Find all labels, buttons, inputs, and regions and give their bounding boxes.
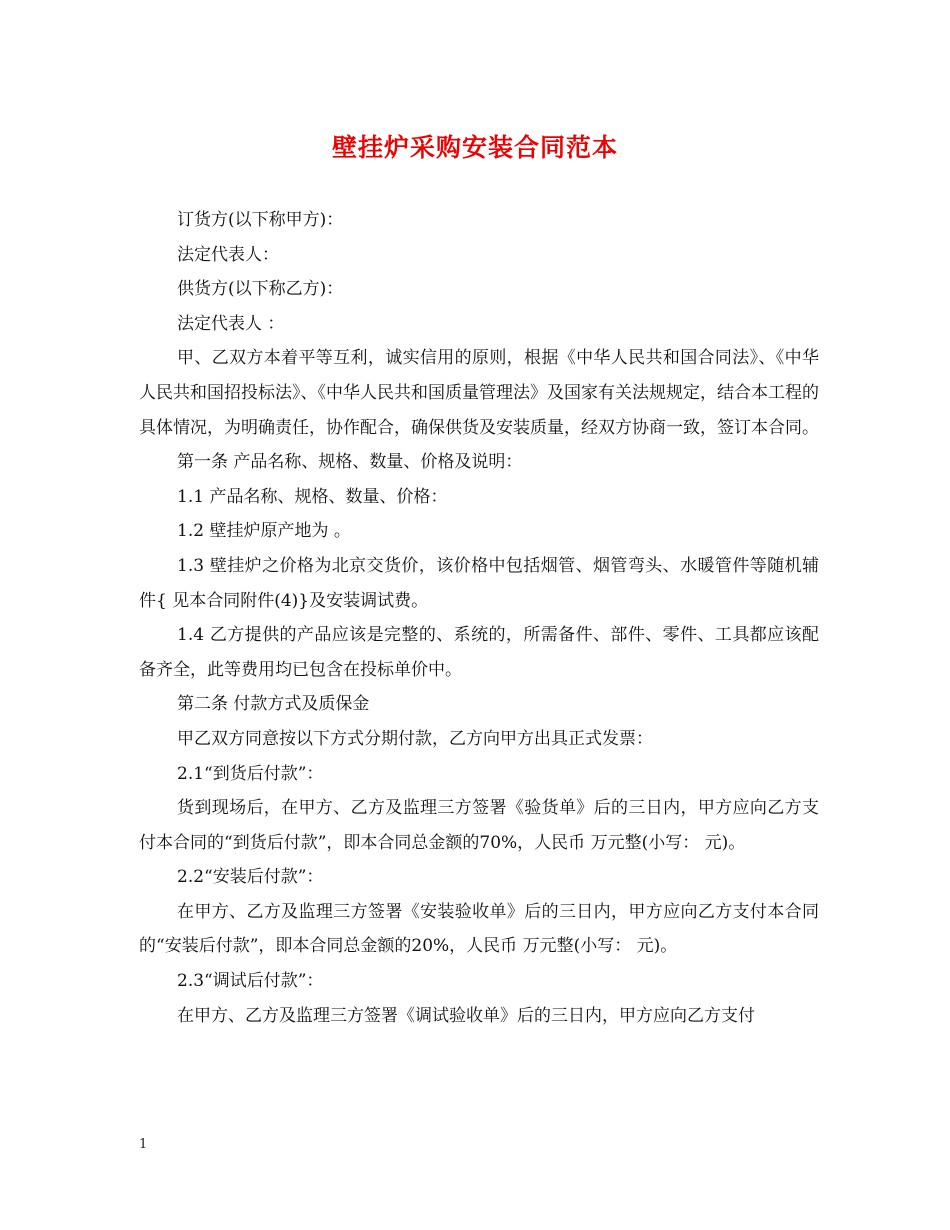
clause-2-1-heading: 2.1“到货后付款”： [177, 763, 324, 784]
clause-1-1: 1.1 产品名称、规格、数量、价格： [177, 486, 448, 507]
party-a-representative-line: 法定代表人： [177, 244, 279, 265]
article-1-heading: 第一条 产品名称、规格、数量、价格及说明： [177, 452, 523, 473]
preamble-paragraph: 甲、乙双方本着平等互利，诚实信用的原则，根据《中华人民共和国合同法》、《中华人民共和国招投标法》、《中华人民共和国质量管理法》及国家有关法规规定，结合本工程的具体情况，为明确责任，协作配合，确保供货及安装质量，经双方协商一致，签订本合同。 [139, 348, 819, 438]
party-b-representative-line: 法定代表人 ： [177, 313, 285, 334]
payment-intro: 甲乙双方同意按以下方式分期付款，乙方向甲方出具正式发票： [177, 728, 653, 749]
clause-2-3-body: 在甲方、乙方及监理三方签署《调试验收单》后的三日内，甲方应向乙方支付 [177, 1005, 755, 1026]
party-a-line: 订货方(以下称甲方)： [177, 210, 344, 230]
clause-1-3: 1.3 壁挂炉之价格为北京交货价，该价格中包括烟管、烟管弯头、水暖管件等随机辅件{ 见本合同附件(4)}及安装调试费。 [139, 555, 819, 611]
page-number: 1 [139, 1137, 148, 1152]
clause-2-2-body: 在甲方、乙方及监理三方签署《安装验收单》后的三日内，甲方应向乙方支付本合同的“安装后付款”，即本合同总金额的20%，人民币 万元整(小写： 元)。 [139, 901, 819, 957]
party-b-line: 供货方(以下称乙方)： [177, 279, 344, 300]
clause-1-4: 1.4 乙方提供的产品应该是完整的、系统的，所需备件、部件、零件、工具都应该配备齐全，此等费用均已包含在投标单价中。 [139, 625, 819, 680]
clause-2-1-body: 货到现场后，在甲方、乙方及监理三方签署《验货单》后的三日内，甲方应向乙方支付本合同的“到货后付款”，即本合同总金额的70%，人民币 万元整(小写： 元)。 [139, 798, 819, 853]
clause-1-2: 1.2 壁挂炉原产地为 。 [177, 521, 351, 542]
document-title: 壁挂炉采购安装合同范本 [331, 133, 618, 162]
article-2-heading: 第二条 付款方式及质保金 [177, 694, 370, 715]
document-body [139, 203, 819, 1033]
clause-2-2-heading: 2.2“安装后付款”： [177, 867, 324, 888]
clause-2-3-heading: 2.3“调试后付款”： [177, 971, 324, 992]
